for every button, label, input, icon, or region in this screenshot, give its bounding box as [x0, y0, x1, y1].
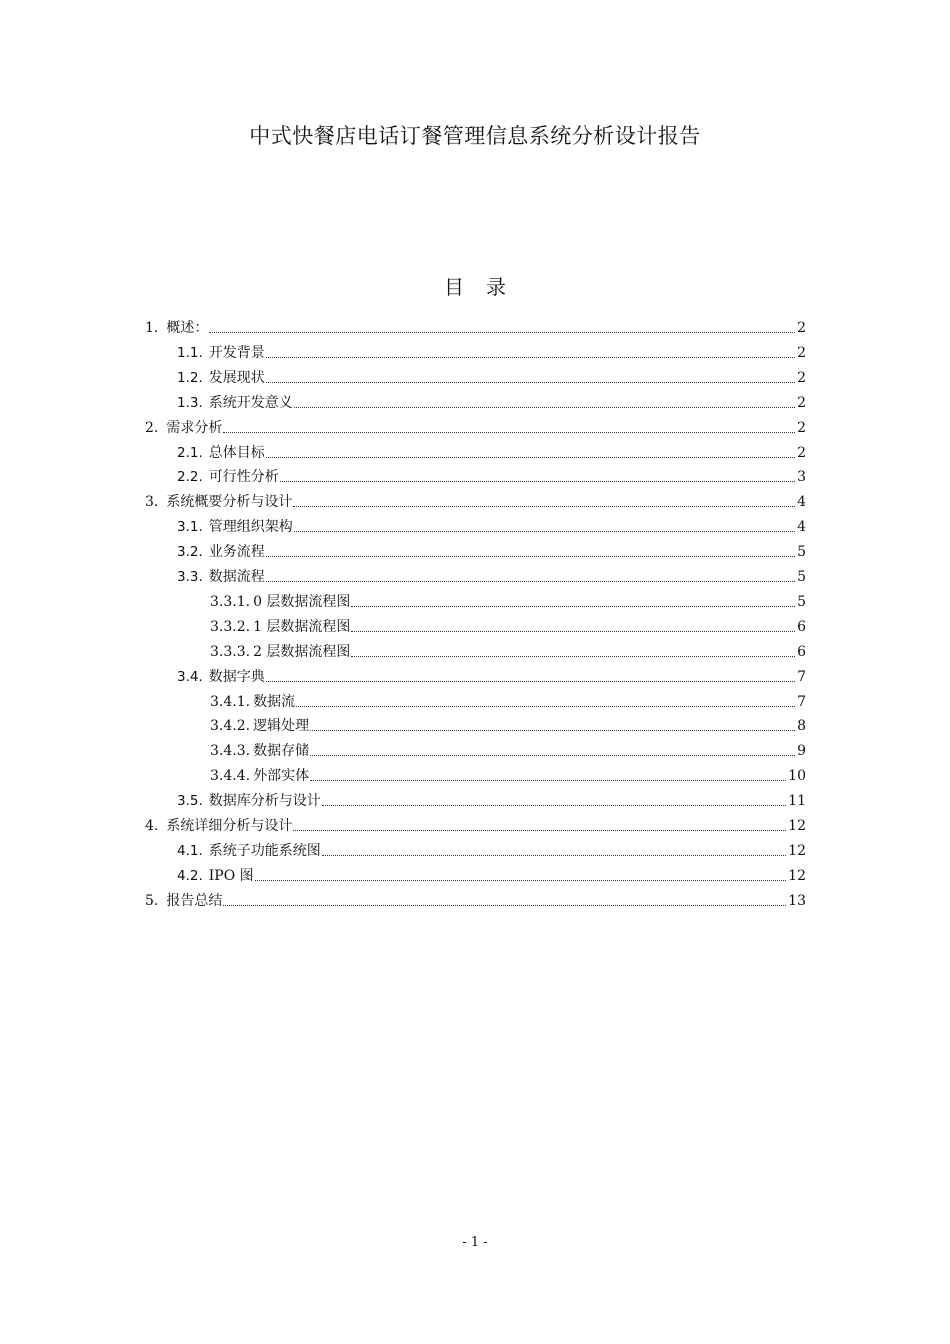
toc-entry-number: 3.3. [177, 569, 203, 585]
toc-entry-label: 系统开发意义 [208, 394, 293, 411]
toc-entry-page-number: 8 [797, 718, 806, 735]
toc-dot-leader [223, 431, 795, 433]
toc-entry-number: 3.5. [177, 793, 203, 810]
toc-entry-page-number: 2 [797, 369, 806, 386]
toc-entry-page-number: 12 [788, 867, 806, 884]
toc-entry-number: 4.2. [177, 867, 203, 884]
toc-entry-page-number: 12 [788, 842, 806, 859]
toc-entry-page-number: 2 [797, 344, 806, 361]
toc-entry-label: 管理组织架构 [208, 519, 293, 536]
toc-entry-number: 1.2. [177, 369, 203, 386]
toc-dot-leader [293, 505, 795, 507]
toc-entry-page-number: 4 [797, 519, 806, 536]
toc-entry[interactable] [210, 740, 806, 760]
toc-entry-number: 2.1. [177, 444, 203, 461]
toc-entry-number: 4.1. [177, 842, 203, 859]
toc-entry-page-number: 5 [797, 569, 806, 585]
toc-entry-number: 3.4.1. [210, 693, 251, 710]
toc-entry[interactable] [177, 790, 806, 810]
toc-entry-label: 可行性分析 [208, 469, 279, 486]
toc-entry-label: 1 层数据流程图 [253, 618, 351, 635]
toc-entry-page-number: 7 [797, 668, 806, 685]
toc-entry[interactable] [177, 392, 806, 412]
toc-entry-number: 3.3.3. [210, 643, 251, 660]
toc-entry-page-number: 9 [797, 743, 806, 760]
toc-dot-leader [266, 381, 795, 383]
toc-entry-number: 3. [145, 494, 159, 511]
toc-entry-number: 3.2. [177, 544, 203, 561]
toc-entry[interactable] [177, 367, 806, 387]
toc-entry[interactable] [177, 442, 806, 462]
toc-entry-number: 4. [145, 818, 159, 834]
toc-entry-page-number: 10 [788, 768, 806, 785]
toc-dot-leader [310, 729, 795, 731]
toc-dot-leader [266, 680, 795, 682]
toc-entry-label: 系统详细分析与设计 [166, 818, 293, 834]
toc-entry[interactable] [210, 616, 806, 636]
toc-entry-page-number: 11 [788, 793, 806, 810]
toc-entry[interactable] [177, 342, 806, 362]
toc-entry-label: 数据库分析与设计 [208, 793, 321, 810]
toc-entry-number: 3.4.4. [210, 768, 251, 785]
toc-entry-label: 系统子功能系统图 [208, 842, 321, 859]
toc-entry-label: 需求分析 [166, 419, 223, 436]
toc-entry-label: 2 层数据流程图 [253, 643, 351, 660]
toc-entry-number: 1. [145, 320, 159, 336]
toc-entry-number: 3.1. [177, 519, 203, 536]
document-title: 中式快餐店电话订餐管理信息系统分析设计报告 [249, 124, 701, 148]
toc-dot-leader [322, 804, 786, 806]
toc-dot-leader [310, 779, 786, 781]
toc-entry-number: 5. [145, 892, 159, 909]
toc-entry-number: 3.3.1. [210, 593, 251, 610]
toc-entry-label: 发展现状 [208, 369, 265, 386]
toc-dot-leader [322, 854, 786, 856]
toc-dot-leader [293, 829, 786, 831]
toc-entry[interactable] [145, 815, 806, 835]
page-number-footer: - 1 - [462, 1235, 488, 1250]
toc-entry-page-number: 5 [797, 593, 806, 610]
toc-entry-page-number: 2 [797, 444, 806, 461]
toc-dot-leader [266, 356, 795, 358]
toc-dot-leader [223, 904, 786, 906]
toc-entry-label: IPO 图 [208, 867, 254, 884]
toc-entry-number: 3.4.2. [210, 718, 251, 735]
toc-entry-label: 数据存储 [253, 743, 310, 760]
toc-entry-label: 系统概要分析与设计 [166, 494, 293, 511]
toc-entry-number: 2.2. [177, 469, 203, 486]
toc-entry[interactable] [177, 865, 806, 885]
toc-entry[interactable] [177, 840, 806, 860]
toc-entry-number: 3.4. [177, 668, 203, 685]
toc-dot-leader [296, 705, 795, 707]
toc-entry-page-number: 13 [788, 892, 806, 909]
toc-dot-leader [266, 456, 795, 458]
toc-entry-page-number: 6 [797, 618, 806, 635]
toc-dot-leader [209, 331, 795, 333]
toc-dot-leader [351, 605, 795, 607]
toc-dot-leader [310, 754, 795, 756]
toc-entry-label: 报告总结 [166, 892, 223, 909]
toc-dot-leader [294, 406, 795, 408]
toc-entry-page-number: 3 [797, 469, 806, 486]
toc-entry-page-number: 2 [797, 320, 806, 336]
toc-entry-label: 概述： [166, 320, 209, 336]
toc-entry[interactable] [210, 591, 806, 611]
toc-entry[interactable] [210, 765, 806, 785]
toc-entry-label: 逻辑处理 [253, 718, 310, 735]
toc-entry-number: 1.3. [177, 394, 203, 411]
toc-dot-leader [255, 879, 787, 881]
toc-entry-label: 总体目标 [208, 444, 265, 461]
toc-entry-page-number: 2 [797, 394, 806, 411]
toc-entry-number: 2. [145, 419, 159, 436]
toc-entry-label: 0 层数据流程图 [253, 593, 351, 610]
toc-dot-leader [266, 580, 795, 582]
toc-entry-page-number: 2 [797, 419, 806, 436]
toc-entry-number: 3.4.3. [210, 743, 251, 760]
toc-entry[interactable] [210, 641, 806, 661]
toc-dot-leader [351, 630, 795, 632]
toc-entry-page-number: 6 [797, 643, 806, 660]
toc-entry[interactable] [177, 566, 806, 586]
toc-entry-page-number: 4 [797, 494, 806, 511]
toc-entry[interactable] [145, 890, 806, 910]
toc-entry[interactable] [177, 666, 806, 686]
toc-entry-number: 3.3.2. [210, 618, 251, 635]
toc-entry[interactable] [210, 691, 806, 711]
toc-dot-leader [266, 555, 795, 557]
toc-entry-label: 业务流程 [208, 544, 265, 561]
toc-entry[interactable] [145, 491, 806, 511]
toc-dot-leader [280, 480, 795, 482]
toc-entry-page-number: 5 [797, 544, 806, 561]
toc-entry-label: 数据流程 [208, 569, 265, 585]
toc-entry[interactable] [177, 516, 806, 536]
toc-entry[interactable] [145, 417, 806, 437]
toc-dot-leader [351, 655, 795, 657]
toc-entry-label: 外部实体 [253, 768, 310, 785]
toc-entry-label: 数据字典 [208, 668, 265, 685]
toc-entry[interactable] [177, 541, 806, 561]
toc-entry[interactable] [210, 715, 806, 735]
toc-entry-number: 1.1. [177, 344, 203, 361]
toc-entry[interactable] [177, 466, 806, 486]
toc-entry-label: 数据流 [253, 693, 296, 710]
toc-heading: 目录 [444, 275, 528, 299]
toc-entry-label: 开发背景 [208, 344, 265, 361]
toc-entry[interactable] [145, 317, 806, 337]
toc-dot-leader [294, 530, 795, 532]
toc-entry-page-number: 7 [797, 693, 806, 710]
toc-entry-page-number: 12 [788, 818, 806, 834]
